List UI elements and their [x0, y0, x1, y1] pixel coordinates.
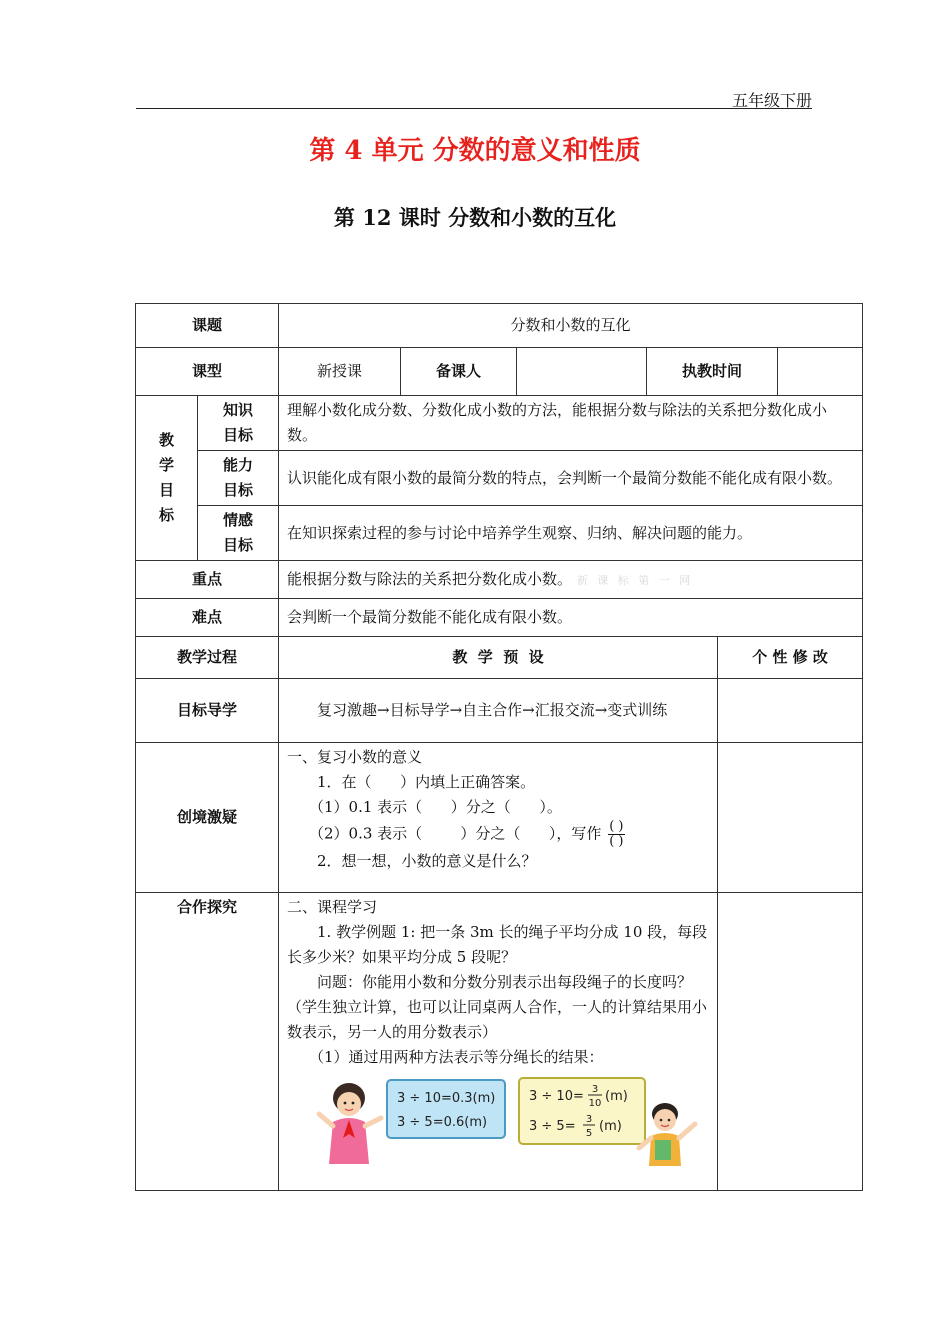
- division-illustration: [313, 1076, 703, 1168]
- explore-line: 问题：你能用小数和分数分别表示出每段绳子的长度吗？（学生独立计算，也可以让同桌两人合作，一人的计算结果用小数表示，另一人的用分数表示）: [287, 973, 708, 1041]
- preparer-value: [517, 348, 647, 396]
- knowledge-goal-text: 理解小数化成分数、分数化成小数的方法，能根据分数与除法的关系把分数化成小数。: [279, 396, 863, 451]
- situation-line-with-fraction: [287, 820, 709, 849]
- situation-line: （2）0.3 表示（ ）分之（ ），写作: [309, 824, 602, 843]
- process-label: 教学过程: [136, 637, 279, 679]
- preset-label: 教 学 预 设: [279, 637, 718, 679]
- emotion-goal-label: [198, 506, 279, 561]
- preparer-label: 备课人: [401, 348, 517, 396]
- goals-char: 目: [158, 481, 174, 499]
- emotion-goal-text: 在知识探索过程的参与讨论中培养学生观察、归纳、解决问题的能力。: [279, 506, 863, 561]
- goal-label-line: 情感: [223, 511, 254, 529]
- goal-label-line: 目标: [223, 426, 254, 444]
- situation-label: 创境激疑: [136, 743, 279, 893]
- decimal-board: [387, 1080, 505, 1138]
- explore-label: 合作探究: [136, 893, 279, 1191]
- guide-label: 目标导学: [136, 679, 279, 743]
- modify-label: 个 性 修 改: [718, 637, 863, 679]
- explore-line: 二、课程学习: [287, 898, 378, 916]
- fraction-equation-1-left: 3 ÷ 10=: [529, 1089, 584, 1104]
- goal-label-line: 目标: [223, 481, 254, 499]
- situation-line: 2．想一想，小数的意义是什么？: [317, 852, 537, 870]
- difficulty-label: 难点: [136, 599, 279, 637]
- difficulty-text: 会判断一个最简分数能不能化成有限小数。: [279, 599, 863, 637]
- situation-line: 一、复习小数的意义: [287, 748, 423, 766]
- grade-label: 五年级下册: [731, 91, 812, 110]
- fraction-board: [519, 1078, 645, 1144]
- topic-label: 课题: [136, 304, 279, 348]
- fraction-equation-2-denominator: 5: [585, 1128, 593, 1139]
- type-label: 课型: [136, 348, 279, 396]
- goals-char: 教: [158, 431, 174, 449]
- guide-text: 复习激趣→目标导学→自主合作→汇报交流→变式训练: [279, 679, 718, 743]
- lesson-plan-table: [135, 303, 863, 1191]
- fraction-denominator: ( ): [609, 834, 624, 849]
- situation-line: （1）0.1 表示（ ）分之（ ）。: [309, 798, 562, 816]
- knowledge-goal-label: [198, 396, 279, 451]
- guide-modify-cell: [718, 679, 863, 743]
- type-value: 新授课: [279, 348, 401, 396]
- blank-fraction: [608, 820, 624, 849]
- goal-label-line: 目标: [223, 536, 254, 554]
- key-label: 重点: [136, 561, 279, 599]
- fraction-equation-1-numerator: 3: [591, 1084, 599, 1095]
- watermark-text: 新 课 标 第 一 网: [576, 573, 694, 587]
- unit-title: 第 4 单元 分数的意义和性质: [309, 136, 641, 166]
- fraction-equation-2-left: 3 ÷ 5=: [529, 1119, 576, 1134]
- lesson-title: 第 12 课时 分数和小数的互化: [333, 205, 617, 230]
- explore-modify-cell: [718, 893, 863, 1191]
- fraction-numerator: ( ): [609, 819, 624, 834]
- goals-char: 学: [158, 456, 174, 474]
- topic-value: 分数和小数的互化: [279, 304, 863, 348]
- situation-line: 1．在（ ）内填上正确答案。: [317, 773, 536, 791]
- boy-figure: [639, 1103, 695, 1166]
- decimal-equation-1: 3 ÷ 10=0.3(m): [397, 1091, 496, 1106]
- goal-label-line: 知识: [223, 401, 254, 419]
- fraction-equation-2-unit: (m): [599, 1119, 622, 1134]
- explore-line: （1）通过用两种方法表示等分绳长的结果：: [309, 1048, 604, 1066]
- goals-char: 标: [158, 506, 174, 524]
- header-rule: [136, 108, 812, 109]
- decimal-equation-2: 3 ÷ 5=0.6(m): [397, 1115, 488, 1130]
- goals-label: [136, 396, 198, 561]
- ability-goal-text: 认识能化成有限小数的最简分数的特点，会判断一个最简分数能不能化成有限小数。: [279, 451, 863, 506]
- fraction-equation-2-numerator: 3: [585, 1114, 593, 1125]
- fraction-equation-1-denominator: 10: [588, 1098, 602, 1109]
- time-value: [778, 348, 863, 396]
- explore-line: 1. 教学例题 1: 把一条 3m 长的绳子平均分成 10 段，每段长多少米？如果平均分成 5 段呢？: [287, 923, 708, 966]
- time-label: 执教时间: [647, 348, 778, 396]
- fraction-equation-1-unit: (m): [605, 1089, 628, 1104]
- ability-goal-label: [198, 451, 279, 506]
- key-text: 能根据分数与除法的关系把分数化成小数。: [287, 569, 573, 588]
- key-cell: [279, 561, 863, 599]
- girl-figure: [319, 1083, 381, 1164]
- explore-content: [279, 893, 718, 1191]
- goal-label-line: 能力: [223, 456, 254, 474]
- situation-content: [279, 743, 718, 893]
- situation-modify-cell: [718, 743, 863, 893]
